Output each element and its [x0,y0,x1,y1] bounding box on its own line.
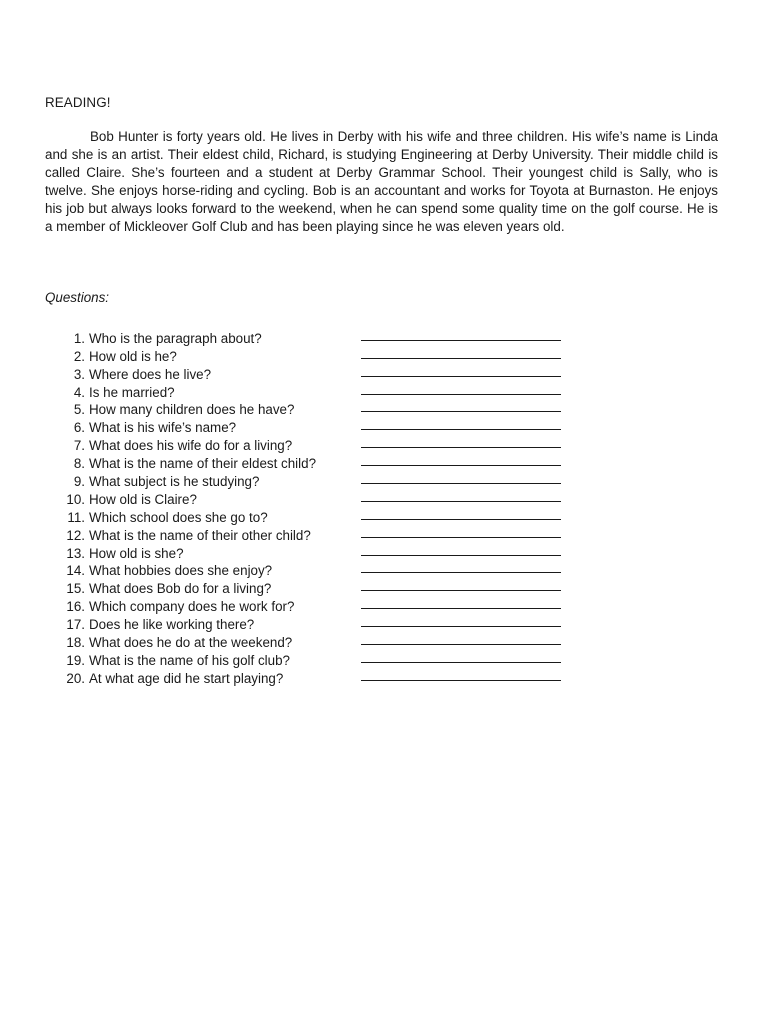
question-number: 9. [73,474,85,490]
questions-title: Questions: [45,290,110,305]
answer-blank-line [361,593,561,611]
answer-blank-line [361,629,561,647]
question-text: What does he do at the weekend? [89,635,293,651]
answer-blank-line [361,522,561,540]
question-number: 17. [66,617,85,633]
answer-blank-line [361,540,561,558]
question-text: How old is she? [89,545,184,561]
question-number: 2. [73,348,85,364]
answer-blank-line [361,504,561,522]
question-number: 3. [73,366,85,382]
question-number: 6. [73,420,85,436]
question-text: Who is the paragraph about? [89,330,262,346]
question-text: What does his wife do for a living? [89,438,293,454]
question-number: 13. [66,545,85,561]
question-number: 15. [66,581,85,597]
answer-blank-line [361,325,561,343]
question-text: What hobbies does she enjoy? [89,563,273,579]
question-text: What is the name of his golf club? [89,652,290,668]
question-number: 10. [66,491,85,507]
question-number: 4. [73,384,85,400]
answer-blank-line [361,486,561,504]
answer-blank-line [361,450,561,468]
question-text: Does he like working there? [89,617,255,633]
question-text: How old is Claire? [89,491,197,507]
answer-blank-line [361,343,561,361]
reading-passage: Bob Hunter is forty years old. He lives in Derby with his wife and three children. His wife’s name is Linda and she is an artist. Their eldest child, Richard, is studying Engineering at Derby University. Their middle child is called Claire. She’s fourteen and a student at Derby Grammar School. Their youngest child is Sally, who is twelve. She enjoys horse-riding and cycling. Bob is an accountant and works for Toyota at Burnaston. He enjoys his job but always looks forward to the weekend, when he can spend some quality time on the golf course. He is a member of Mickleover Golf Club and has been playing since he was eleven years old. [45,129,718,234]
question-number: 7. [73,438,85,454]
question-item [45,325,575,346]
answer-blank-line [361,575,561,593]
answer-blank-line [361,361,561,379]
question-text: Which company does he work for? [89,599,295,615]
question-text: How old is he? [89,348,177,364]
question-text: At what age did he start playing? [89,670,284,686]
answer-blank-line [361,414,561,432]
answer-blank-line [361,432,561,450]
question-number: 5. [73,402,85,418]
question-text: How many children does he have? [89,402,295,418]
question-number: 20. [66,670,85,686]
answer-blank-line [361,665,561,683]
question-number: 16. [66,599,85,615]
question-text: What is his wife’s name? [89,420,237,436]
question-text: Which school does she go to? [89,509,268,525]
question-text: Where does he live? [89,366,212,382]
worksheet-heading: READING! [45,95,111,110]
question-text: What subject is he studying? [89,474,260,490]
question-text: What does Bob do for a living? [89,581,272,597]
question-text: Is he married? [89,384,175,400]
question-number: 19. [66,652,85,668]
question-number: 8. [73,456,85,472]
question-number: 14. [66,563,85,579]
answer-blank-line [361,397,561,415]
question-text: What is the name of their other child? [89,527,311,543]
answer-blank-line [361,647,561,665]
question-list [45,325,575,686]
question-number: 1. [73,330,85,346]
question-text: What is the name of their eldest child? [89,456,317,472]
question-number: 12. [66,527,85,543]
answer-blank-line [361,468,561,486]
answer-blank-line [361,558,561,576]
question-number: 18. [66,635,85,651]
question-number: 11. [67,509,85,525]
answer-blank-line [361,611,561,629]
answer-blank-line [361,379,561,397]
